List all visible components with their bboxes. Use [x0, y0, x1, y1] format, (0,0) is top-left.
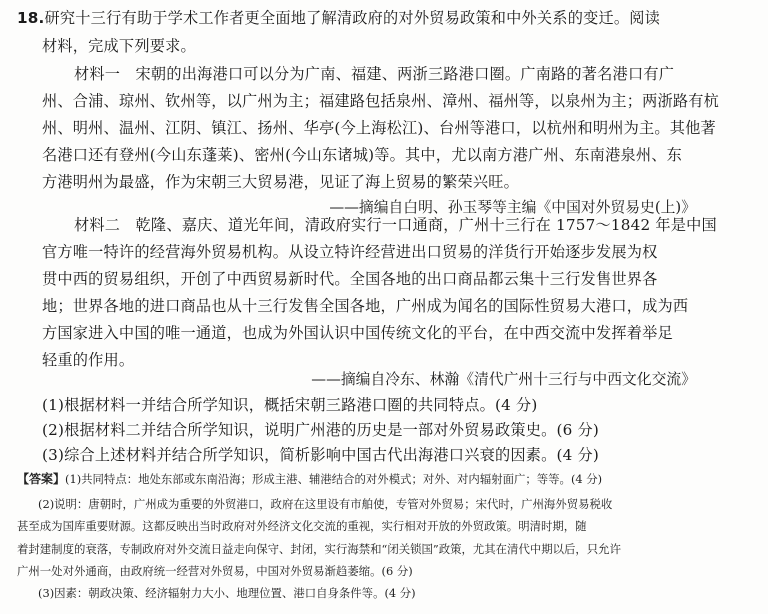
- answer-text: (1)共同特点：地处东部或东南沿海；形成主港、辅港结合的对外模式；对外、对内辐射面广；等等。(4 分): [65, 472, 603, 486]
- answer-line-2: (2)说明：唐朝时，广州成为重要的外贸港口，政府在这里设有市舶使，专管对外贸易；宋代时，广州海外贸易税收: [38, 497, 613, 511]
- material2-source: ——摘编自冷东、林瀚《清代广州十三行与中西文化交流》: [311, 371, 696, 388]
- question-intro-text: 研究十三行有助于学术工作者更全面地了解清政府的对外贸易政策和中外关系的变迁。阅读: [44, 9, 661, 27]
- task-item: (2)根据材料二并结合所学知识，说明广州港的历史是一部对外贸易政策史。(6 分): [42, 421, 600, 439]
- material2-line: 贯中西的贸易组织，开创了中西贸易新时代。全国各地的出口商品都云集十三行发售世界各: [42, 270, 658, 288]
- material2-line: 官方唯一特许的经营海外贸易机构。从设立特许经营进出口贸易的洋货行开始逐步发展为权: [42, 243, 658, 261]
- material2-line: 地；世界各地的进口商品也从十三行发售全国各地，广州成为闻名的国际性贸易大港口，成为西: [42, 297, 689, 315]
- material1-line: 州、明州、温州、江阴、镇江、扬州、华亭(今上海松江)、台州等港口，以杭州和明州为主。其他著: [42, 119, 716, 137]
- material1-line: 名港口还有登州(今山东蓬莱)、密州(今山东诸城)等。其中，尤以南方港广州、东南港泉州、东: [42, 146, 683, 164]
- material1-line: 方港明州为最盛，作为宋朝三大贸易港，见证了海上贸易的繁荣兴旺。: [42, 173, 520, 191]
- question-intro-line-2: 材料，完成下列要求。: [42, 37, 196, 55]
- question-intro-line-1: [17, 8, 660, 28]
- material2-line: 材料二 乾隆、嘉庆、道光年间，清政府实行一口通商，广州十三行在 1757～1842 年是中国: [74, 216, 717, 234]
- task-item: (1)根据材料一并结合所学知识，概括宋朝三路港口圈的共同特点。(4 分): [42, 396, 538, 414]
- answer-tag: 【答案】: [17, 472, 66, 486]
- material2-line: 轻重的作用。: [42, 351, 135, 369]
- answer-line-3: 甚至成为国库重要财源。这都反映出当时政府对外经济文化交流的重视，实行相对开放的外贸政策。明清时期，随: [17, 519, 587, 533]
- material1-source: ——摘编自白明、孙玉琴等主编《中国对外贸易史(上)》: [329, 199, 696, 216]
- task-item: (3)综合上述材料并结合所学知识，简析影响中国古代出海港口兴衰的因素。(4 分): [42, 446, 600, 464]
- material2-line: 方国家进入中国的唯一通道，也成为外国认识中国传统文化的平台，在中西交流中发挥着举足: [42, 324, 673, 342]
- answer-line-6: (3)因素：朝政决策、经济辐射力大小、地理位置、港口自身条件等。(4 分): [38, 586, 416, 600]
- answer-line-5: 广州一处对外通商，由政府统一经营对外贸易，中国对外贸易渐趋萎缩。(6 分): [17, 564, 413, 578]
- answer-line-1: [17, 471, 602, 487]
- question-number: 18.: [17, 9, 45, 27]
- material1-line: 材料一 宋朝的出海港口可以分为广南、福建、两浙三路港口圈。广南路的著名港口有广: [74, 65, 675, 83]
- answer-line-4: 着封建制度的衰落，专制政府对外交流日益走向保守、封闭，实行海禁和“闭关锁国”政策，尤其在清代中期以后，只允许: [17, 542, 621, 556]
- material1-line: 州、合浦、琼州、钦州等，以广州为主；福建路包括泉州、漳州、福州等，以泉州为主；两浙路有杭: [42, 92, 720, 110]
